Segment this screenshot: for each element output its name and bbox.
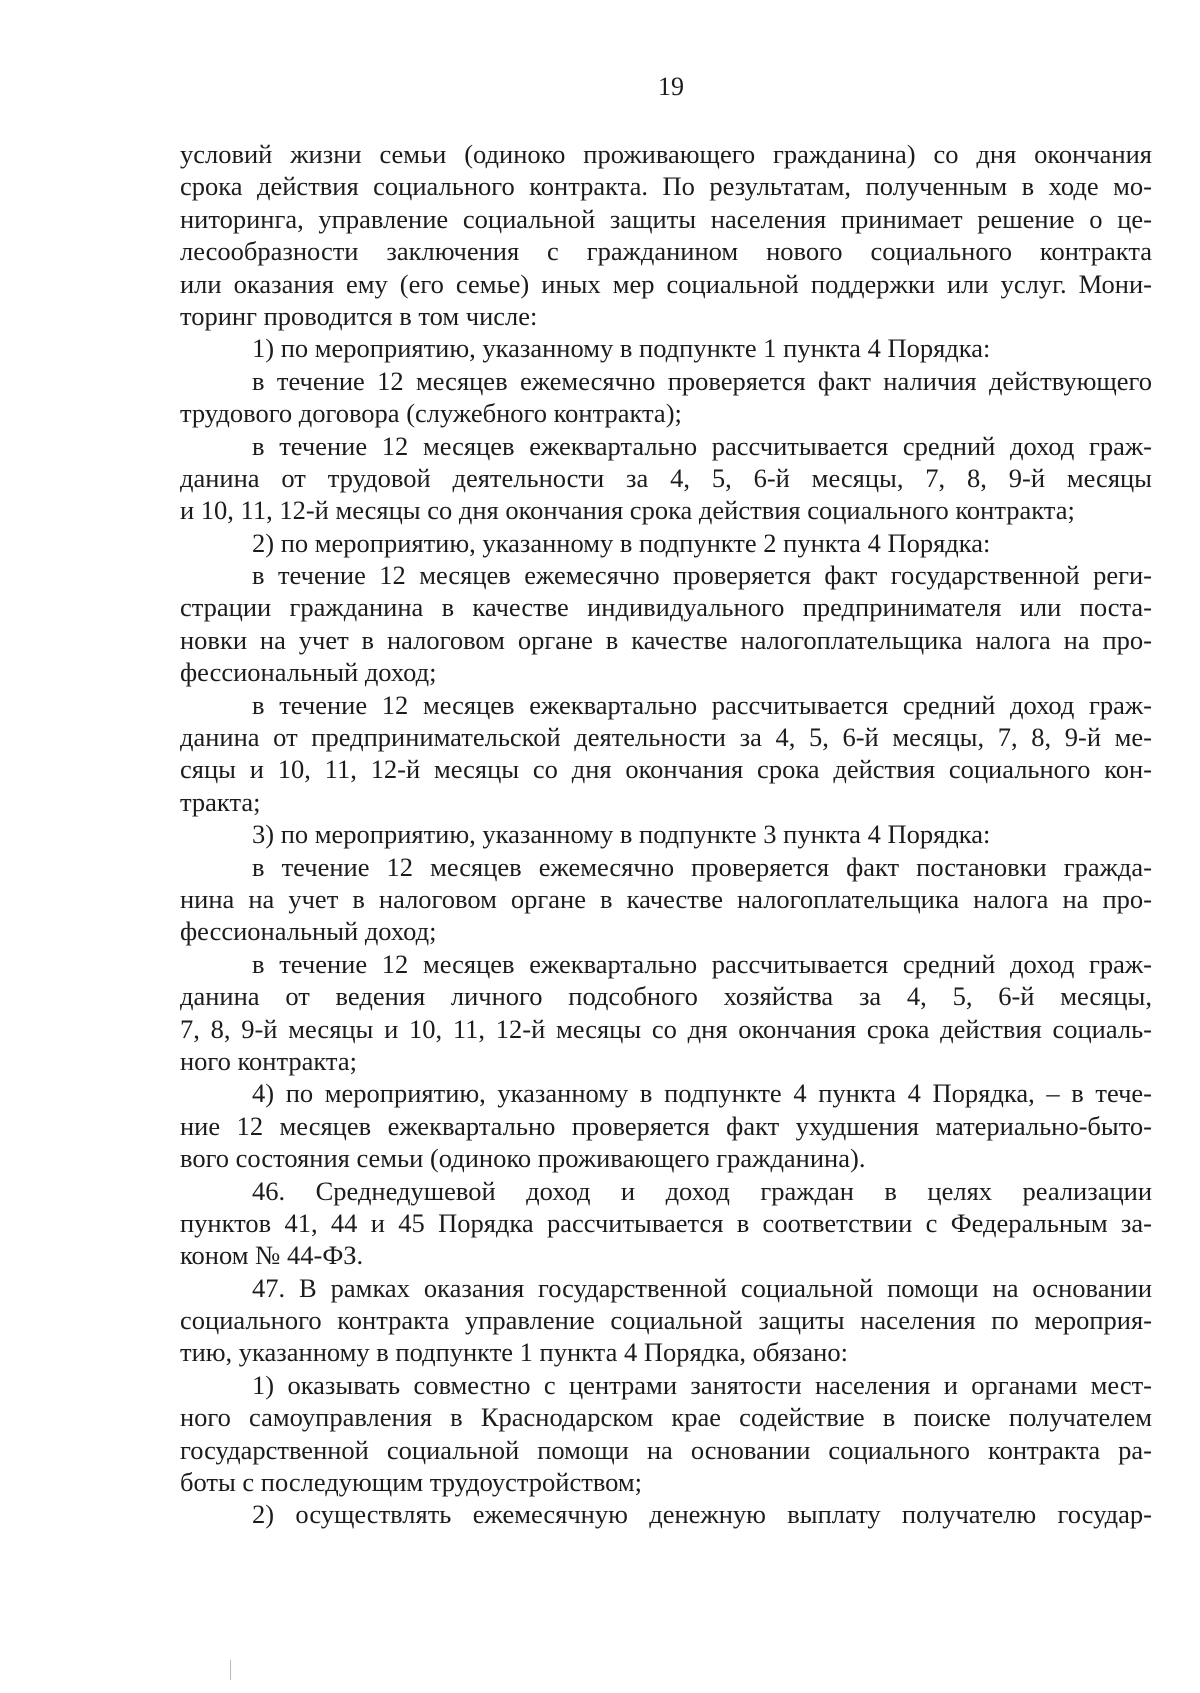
text-line: 2) осуществлять ежемесячную денежную выплату получателю государ- (252, 1499, 1152, 1530)
text-line: 46. Среднедушевой доход и доход граждан в целях реализации (252, 1175, 1152, 1206)
text-line: ниторинга, управление социальной защиты населения принимает решение о це- (180, 203, 1152, 234)
text-line: 4) по мероприятию, указанному в подпункте 4 пункта 4 Порядка, – в тече- (252, 1078, 1152, 1109)
text-line: боты с последующим трудоустройством; (180, 1467, 643, 1498)
text-line: или оказания ему (его семье) иных мер социальной поддержки или услуг. Мони- (180, 268, 1152, 299)
text-line: в течение 12 месяцев ежеквартально рассчитывается средний доход граж- (252, 689, 1152, 720)
text-line: сяцы и 10, 11, 12-й месяцы со дня окончания срока действия социального кон- (180, 754, 1152, 785)
page-number: 19 (658, 72, 684, 101)
text-line: фессиональный доход; (180, 916, 437, 947)
text-line: тию, указанному в подпункте 1 пункта 4 Порядка, обязано: (180, 1337, 848, 1368)
text-line: в течение 12 месяцев ежемесячно проверяется факт наличия действующего (252, 365, 1152, 396)
text-line: ние 12 месяцев ежеквартально проверяется факт ухудшения материально-быто- (180, 1110, 1152, 1141)
margin-scan-mark (230, 1660, 231, 1680)
text-line: новки на учет в налоговом органе в качестве налогоплательщика налога на про- (180, 624, 1152, 655)
text-line: коном № 44-ФЗ. (180, 1240, 364, 1271)
text-line: данина от ведения личного подсобного хозяйства за 4, 5, 6-й месяцы, (180, 981, 1152, 1012)
text-line: в течение 12 месяцев ежемесячно проверяется факт государственной реги- (252, 560, 1152, 591)
text-line: срока действия социального контракта. По результатам, полученным в ходе мо- (180, 171, 1152, 202)
text-line: нина на учет в налоговом органе в качестве налогоплательщика налога на про- (180, 883, 1152, 914)
text-line: в течение 12 месяцев ежемесячно проверяется факт постановки гражда- (252, 851, 1152, 882)
text-line: условий жизни семьи (одиноко проживающего гражданина) со дня окончания (180, 139, 1152, 169)
text-line: ного контракта; (180, 1045, 357, 1076)
text-line: пунктов 41, 44 и 45 Порядка рассчитывается в соответствии с Федеральным за- (180, 1207, 1152, 1238)
text-line: в течение 12 месяцев ежеквартально рассчитывается средний доход граж- (252, 430, 1152, 461)
text-line: ного самоуправления в Краснодарском крае содействие в поиске получателем (180, 1402, 1152, 1433)
text-line: 1) оказывать совместно с центрами занятости населения и органами мест- (252, 1369, 1152, 1400)
text-line: 7, 8, 9-й месяцы и 10, 11, 12-й месяцы со дня окончания срока действия социаль- (180, 1013, 1152, 1044)
text-line: вого состояния семьи (одиноко проживающего гражданина). (180, 1143, 866, 1174)
text-line: трудового договора (служебного контракта); (180, 398, 682, 429)
text-line: торинг проводится в том числе: (180, 300, 538, 331)
text-line: государственной социальной помощи на основании социального контракта ра- (180, 1434, 1152, 1465)
text-line: и 10, 11, 12-й месяцы со дня окончания срока действия социального контракта; (180, 495, 1075, 526)
text-line: лесообразности заключения с гражданином нового социального контракта (180, 236, 1152, 267)
text-line: данина от предпринимательской деятельности за 4, 5, 6-й месяцы, 7, 8, 9-й ме- (180, 722, 1152, 753)
text-line: тракта; (180, 786, 261, 817)
text-line: страции гражданина в качестве индивидуального предпринимателя или поста- (180, 592, 1152, 623)
text-line: данина от трудовой деятельности за 4, 5, 6-й месяцы, 7, 8, 9-й месяцы (180, 462, 1152, 493)
text-line: фессиональный доход; (180, 657, 437, 688)
text-line: 47. В рамках оказания государственной социальной помощи на основании (252, 1272, 1152, 1303)
text-line: 3) по мероприятию, указанному в подпункте 3 пункта 4 Порядка: (252, 819, 991, 850)
text-line: социального контракта управление социальной защиты населения по мероприя- (180, 1305, 1152, 1336)
text-line: 2) по мероприятию, указанному в подпункте 2 пункта 4 Порядка: (252, 527, 991, 558)
text-line: 1) по мероприятию, указанному в подпункте 1 пункта 4 Порядка: (252, 333, 991, 364)
document-body (180, 138, 1152, 1531)
text-line: в течение 12 месяцев ежеквартально рассчитывается средний доход граж- (252, 948, 1152, 979)
